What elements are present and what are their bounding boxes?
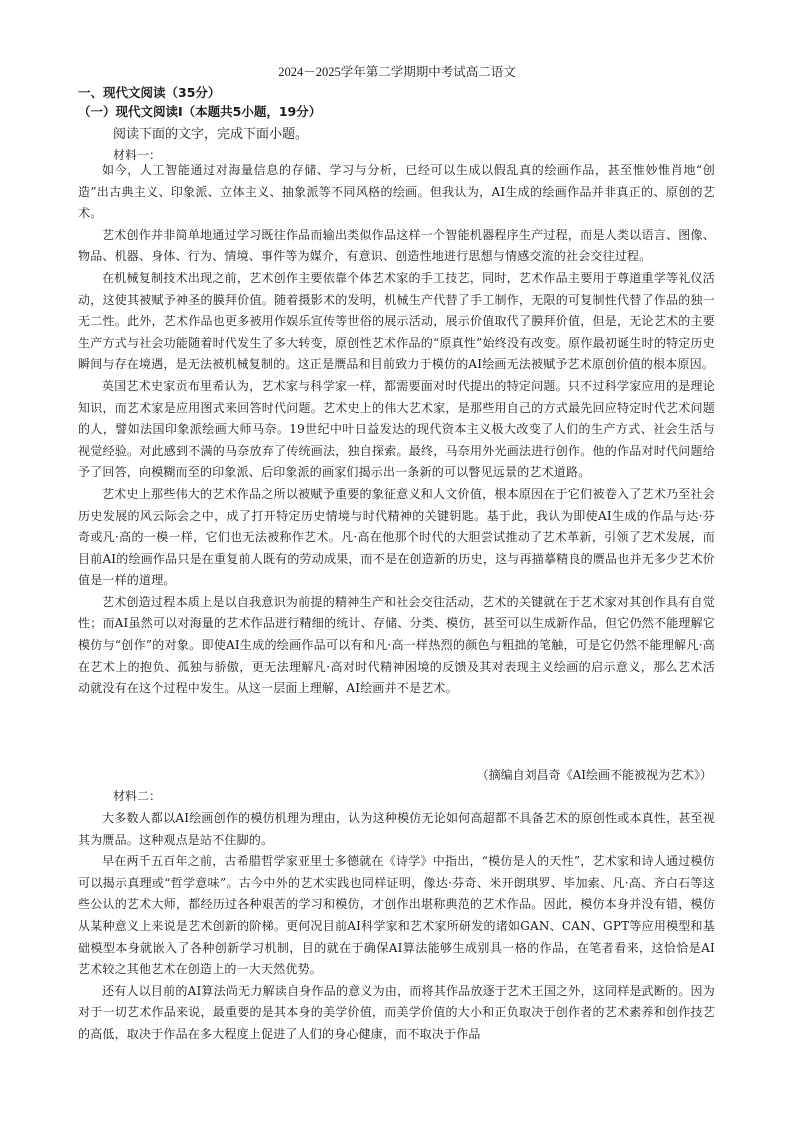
material-1-body — [78, 160, 715, 700]
material-1-source: （摘编自刘昌奇《AI绘画不能被视为艺术》） — [476, 768, 712, 782]
material-1-paragraph: 在机械复制技术出现之前，艺术创作主要依靠个体艺术家的手工技艺，同时，艺术作品主要用于尊道重学等礼仪活动，这使其被赋予神圣的膜拜价值。随着摄影术的发明，机械生产代替了手工制作，无限的可复制性代替了作品的独一无二性。此外，艺术作品也更多被用作娱乐宣传等世俗的展示活动，展示价值取代了膜拜价值，但是，无论艺术的主要生产方式与社会功能随着时代发生了多大转变，原创性艺术作品的“原真性”始终没有改变。原作最初诞生时的特定历史瞬间与存在境遇，是无法被机械复制的。这正是赝品和目前致力于模仿的AI绘画无法被赋予艺术原创价值的根本原因。 — [78, 270, 715, 372]
material-2-paragraph: 大多数人都以AI绘画创作的模仿机理为理由，认为这种模仿无论如何高超都不具备艺术的原创性或本真性，甚至视其为赝品。这种观点是站不住脚的。 — [78, 811, 715, 847]
material-1-paragraph: 艺术创造过程本质上是以自我意识为前提的精神生产和社会交往活动，艺术的关键就在于艺术家对其创作具有自觉性；而AI虽然可以对海量的艺术作品进行精细的统计、存储、分类、模仿，甚至可以生成新作品，但它仍然不能理解它模仿与“创作”的对象。即使AI生成的绘画作品可以有和凡·高一样热烈的颜色与粗拙的笔触，可是它仍然不能理解凡·高在艺术上的抱负、孤独与骄傲，更无法理解凡·高对时代精神困境的反馈及其对表现主义绘画的启示意义，那么艺术活动就没有在这个过程中发生。从这一层面上理解，AI绘画并不是艺术。 — [78, 594, 715, 696]
material-1-paragraph: 英国艺术史家贡布里希认为，艺术家与科学家一样，都需要面对时代提出的特定问题。只不过科学家应用的是理论知识，而艺术家是应用图式来回答时代问题。艺术史上的伟大艺术家，是那些用自己的方式最先回应特定时代艺术问题的人，譬如法国印象派绘画大师马奈。19世纪中叶日益发达的现代资本主义极大改变了人们的生产方式、社会生活与视觉经验。对此感到不满的马奈放弃了传统画法，独自探索。最终，马奈用外光画法进行创作。他的作品对时代问题给予了回答，向模糊而至的印象派、后印象派的画家们揭示出一条新的可以瞥见远景的艺术道路。 — [78, 378, 715, 480]
material-1-paragraph: 如今，人工智能通过对海量信息的存储、学习与分析，已经可以生成以假乱真的绘画作品，甚至惟妙惟肖地“创造”出古典主义、印象派、立体主义、抽象派等不同风格的绘画。但我认为，AI生成的绘画作品并非真正的、原创的艺术。 — [78, 163, 715, 221]
material-1-paragraph: 艺术史上那些伟大的艺术作品之所以被赋予重要的象征意义和人文价值，根本原因在于它们被卷入了艺术乃至社会历史发展的风云际会之中，成了打开特定历史情境与时代精神的关键钥匙。基于此，我认为即使AI生成的作品与达·芬奇或凡·高的一模一样，它们也无法被称作艺术。凡·高在他那个时代的大胆尝试推动了艺术革新，引领了艺术发展，而目前AI的绘画作品只是在重复前人既有的劳动成果，而不是在创造新的历史，这与再描摹精良的赝品也并无多少艺术价值是一样的道理。 — [78, 486, 715, 588]
section-heading: 一、现代文阅读（35分） — [78, 85, 221, 100]
exam-title: 2024－2025学年第二学期期中考试高二语文 — [278, 65, 516, 79]
material-2-label: 材料二： — [113, 789, 162, 803]
material-2-paragraph: 还有人以目前的AI算法尚无力解读自身作品的意义为由，而将其作品放逐于艺术王国之外，这同样是武断的。因为对于一切艺术作品来说，最重要的是其本身的美学价值，而美学价值的大小和正负取决于创作者的艺术素养和创作技艺的高低，取决于作品在多大程度上促进了人们的身心健康，而不取决于作品 — [78, 983, 715, 1041]
material-1-label: 材料一： — [113, 148, 162, 162]
material-2-paragraph: 早在两千五百年之前，古希腊哲学家亚里士多德就在《诗学》中指出，“模仿是人的天性”，艺术家和诗人通过模仿可以揭示真理或“哲学意味”。古今中外的艺术实践也同样证明，像达·芬奇、米开朗琪罗、毕加索、凡·高、齐白石等这些公认的艺术大师，都经历过各种艰苦的学习和模仿，才创作出堪称典范的艺术作品。因此，模仿本身并没有错，模仿从某种意义上来说是艺术创新的阶梯。更何况目前AI科学家和艺术家所研发的诸如GAN、CAN、GPT等应用模型和基础模型本身就嵌入了各种创新学习机制，目的就在于确保AI算法能够生成别具一格的作品，在笔者看来，这恰恰是AI艺术较之其他艺术在创造上的一大天然优势。 — [78, 854, 715, 977]
subsection-heading: （一）现代文阅读Ⅰ（本题共5小题，19分） — [78, 104, 322, 119]
material-2-body — [78, 808, 715, 1046]
reading-instruction: 阅读下面的文字，完成下面小题。 — [113, 127, 309, 142]
material-1-paragraph: 艺术创作并非简单地通过学习既往作品而输出类似作品这样一个智能机器程序生产过程，而是人类以语言、图像、物品、机器、身体、行为、情境、事件等为媒介，有意识、创造性地进行思想与情感交流的社会交往过程。 — [78, 227, 715, 264]
